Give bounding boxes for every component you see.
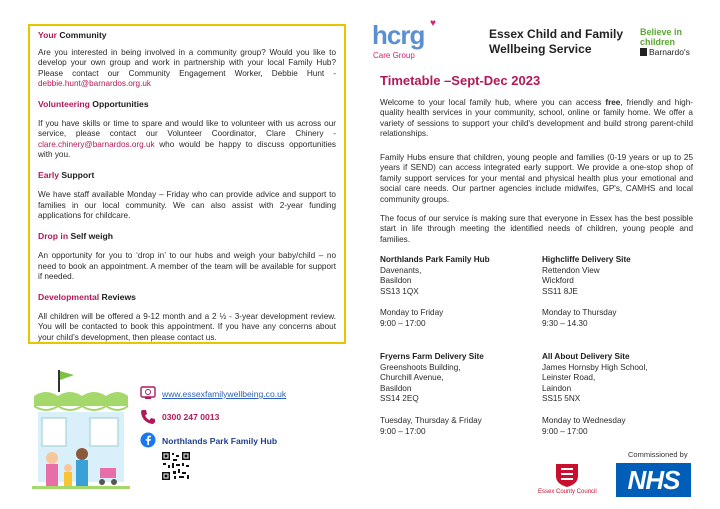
developmental-heading: Developmental Reviews bbox=[38, 292, 136, 303]
facebook-icon bbox=[140, 432, 156, 448]
qr-code[interactable] bbox=[161, 451, 191, 481]
site-fryerns-farm: Fryerns Farm Delivery Site Greenshoots Building, Churchill Avenue, Basildon SS14 2EQ Tuesday, Thursday & Friday 9:00 – 17:00 bbox=[380, 352, 484, 436]
site-all-about: All About Delivery Site James Hornsby High School, Leinster Road, Laindon SS15 5NX Monday to Wednesday 9:00 – 17:00 bbox=[542, 352, 648, 436]
intro-paragraph-1: Welcome to your local family hub, where you can access free, friendly and high-quality health services in your community, school, online or family home. We offer a variety of sessions to support your child's development and build strong parent-child relationships. bbox=[380, 98, 693, 139]
phone-number[interactable]: 0300 247 0013 bbox=[162, 412, 220, 422]
site-northlands: Northlands Park Family Hub Davenants, Basildon SS13 1QX Monday to Friday 9:00 – 17:00 bbox=[380, 255, 490, 328]
website-link[interactable]: www.essexfamilywellbeing.co.uk bbox=[162, 389, 287, 399]
left-info-panel bbox=[28, 24, 346, 344]
volunteering-heading: Volunteering Opportunities bbox=[38, 99, 149, 110]
web-icon bbox=[140, 386, 156, 400]
hcrg-logo: hcrg ♥ Care Group bbox=[372, 18, 436, 60]
service-logo: Essex Child and Family Wellbeing Service bbox=[489, 27, 624, 56]
phone-icon bbox=[140, 409, 156, 425]
community-text: Are you interested in being involved in a community group? Would you like to develop your own group and work in partnership with your local Family Hub? Please contact our Community Engagement Worker, Debbie Hunt - debbie.hunt@barnardos.org.uk bbox=[38, 48, 336, 88]
drop-in-heading: Drop in Self weigh bbox=[38, 231, 113, 242]
barnardos-logo: Believe in children Barnardo's bbox=[640, 27, 690, 57]
community-heading: Your Community bbox=[38, 30, 107, 40]
commissioned-by: Commissioned by bbox=[628, 450, 688, 459]
developmental-text: All children will be offered a 9-12 month and a 2 ½ - 3-year development review. You will be contacted to book this appointment. If you have any concerns about your child’s development, then please contact us. bbox=[38, 312, 336, 342]
intro-paragraph-2: Family Hubs ensure that children, young people and families (0-19 years or up to 25 years if SEND) can access integrated early support. We provide a one-stop shop of family support services for your mental and physical health plus your emotional and social care needs. Our partner agencies include midwifes, GP's, CAMHS and local community groups. bbox=[380, 153, 693, 204]
nhs-logo: NHS bbox=[616, 463, 691, 497]
early-support-heading: Early Support bbox=[38, 170, 95, 181]
volunteering-email-link[interactable]: clare.chinery@barnardos.org.uk bbox=[38, 139, 155, 149]
early-support-text: We have staff available Monday – Friday who can provide advice and support to families in our local community. We can also assist with 2-year funding applications for childcare. bbox=[38, 190, 336, 220]
facebook-link[interactable]: Northlands Park Family Hub bbox=[162, 436, 278, 446]
heart-icon: ♥ bbox=[430, 18, 436, 29]
essex-county-council-label: Essex County Council bbox=[538, 489, 597, 495]
barnardos-icon bbox=[640, 48, 647, 56]
drop-in-text: An opportunity for you to ‘drop in’ to our hubs and weigh your baby/child – no need to book an appointment. A member of the team will be available for support if needed. bbox=[38, 251, 336, 281]
family-hub-illustration bbox=[28, 368, 133, 493]
community-email-link[interactable]: debbie.hunt@barnardos.org.uk bbox=[38, 78, 152, 88]
page-title: Timetable –Sept-Dec 2023 bbox=[380, 73, 541, 88]
essex-county-council-logo bbox=[552, 462, 582, 488]
site-highcliffe: Highcliffe Delivery Site Rettendon View Wickford SS11 8JE Monday to Thursday 9:30 – 14.30 bbox=[542, 255, 631, 328]
volunteering-text: If you have skills or time to spare and would like to volunteer with us across our service, please contact our Volunteer Coordinator, Clare Chinery - clare.chinery@barnardos.org.uk who would be happy to discuss opportunities with you. bbox=[38, 119, 336, 160]
intro-paragraph-3: The focus of our service is making sure that everyone in Essex has the best possible start in life through meeting the identified needs of children, young people and families. bbox=[380, 214, 693, 244]
